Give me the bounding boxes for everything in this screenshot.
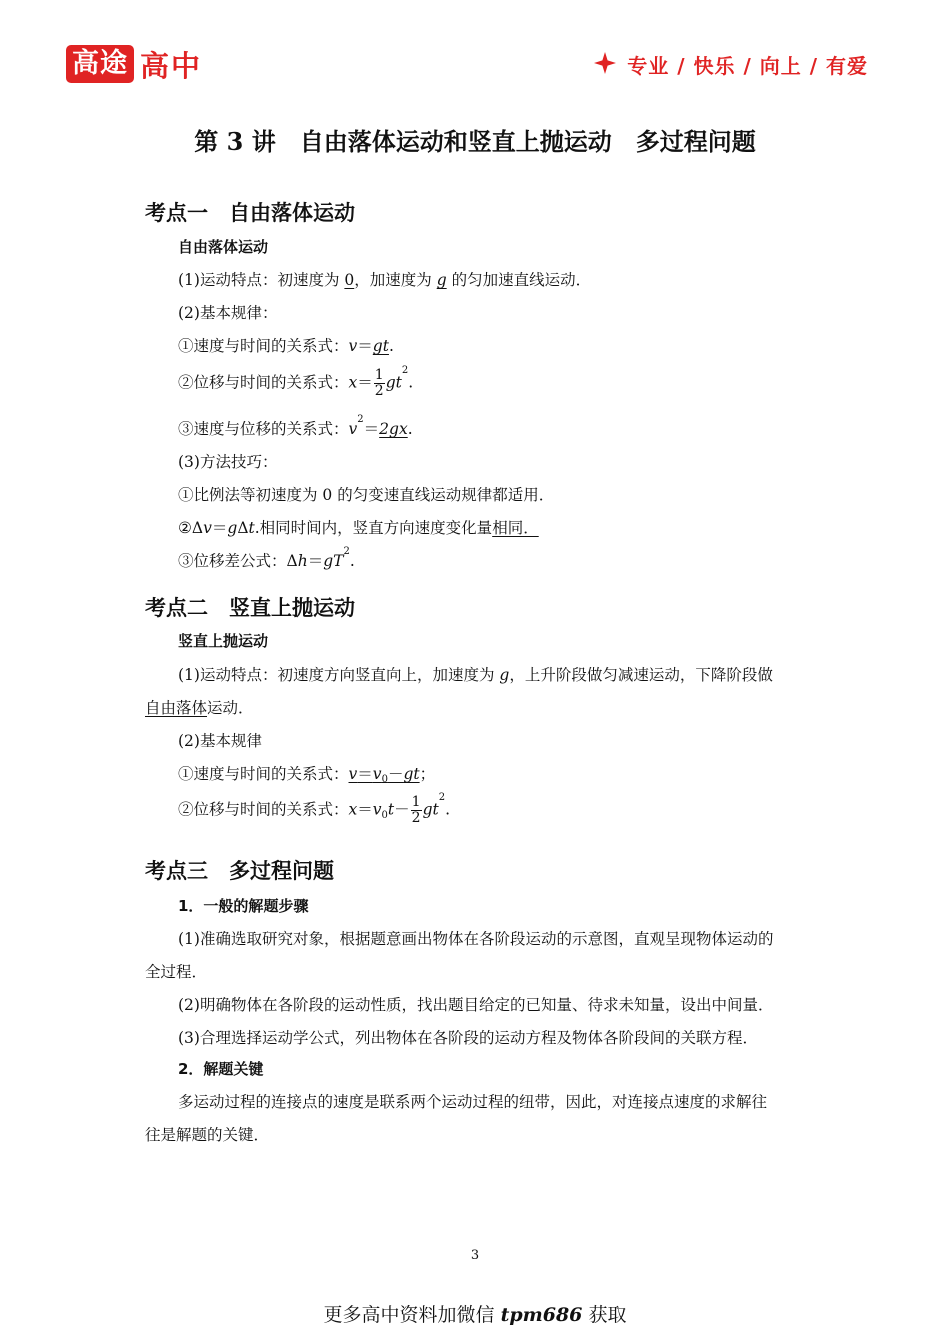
- text-line: [178, 414, 413, 439]
- math-var: v: [372, 800, 382, 819]
- text-line: [178, 546, 355, 571]
- text-span: －: [394, 800, 410, 819]
- underlined-answer: 0: [344, 271, 355, 289]
- text-line: 多运动过程的连接点的速度是联系两个运动过程的纽带，因此，对连接点速度的求解往: [178, 1093, 768, 1111]
- math-var: t: [387, 800, 395, 819]
- fraction: [411, 795, 422, 826]
- section-heading-2: 考点二 竖直上抛运动: [145, 596, 355, 620]
- text-line: (1)准确选取研究对象，根据题意画出物体在各阶段运动的示意图，直观呈现物体运动的: [178, 930, 774, 948]
- text-line: (2)明确物体在各阶段的运动性质，找出题目给定的已知量、待求未知量，设出中间量．: [178, 996, 774, 1014]
- text-span: ③速度与位移的关系式：: [178, 420, 349, 438]
- underlined-answer: 相同．: [492, 519, 539, 537]
- page-title: 第 3 讲 自由落体运动和竖直上抛运动 多过程问题: [194, 127, 756, 156]
- fraction-denominator: 2: [374, 383, 384, 399]
- text-span: ＝: [307, 552, 324, 570]
- text-span: .: [445, 800, 451, 819]
- text-span: ，加速度为: [354, 271, 437, 289]
- superscript: 2: [401, 365, 409, 376]
- superscript: 2: [438, 792, 446, 803]
- text-span: ＝: [357, 800, 373, 819]
- subscript: 0: [381, 809, 388, 821]
- subheading-3-1: 1．一般的解题步骤: [178, 897, 309, 915]
- text-line: (3)方法技巧：: [178, 453, 278, 471]
- text-span: ＝: [211, 519, 228, 537]
- slogan: [593, 50, 868, 79]
- text-line: (3)合理选择运动学公式，列出物体在各阶段的运动方程及物体各阶段间的关联方程．: [178, 1029, 758, 1047]
- text-span: .相同时间内，竖直方向速度变化量: [254, 519, 493, 537]
- text-span: (1)运动特点：初速度方向竖直向上，加速度为: [178, 666, 500, 684]
- math-var: v: [348, 420, 358, 438]
- text-span: ②位移与时间的关系式：: [178, 373, 349, 392]
- text-span: .: [388, 337, 394, 355]
- footer-text: 获取: [582, 1304, 627, 1326]
- text-span: 的匀加速直线运动．: [446, 271, 592, 289]
- text-span: ；: [419, 765, 436, 783]
- math-var: v: [348, 765, 358, 783]
- math-var: gt: [385, 373, 402, 392]
- text-span: ，上升阶段做匀减速运动，下降阶段做: [509, 666, 773, 684]
- text-span: 运动．: [207, 699, 254, 717]
- footer-text: 更多高中资料加微信: [323, 1304, 501, 1326]
- math-var: x: [348, 373, 358, 392]
- text-line: 全过程．: [145, 963, 208, 981]
- text-span: ②位移与时间的关系式：: [178, 800, 349, 819]
- text-span: .: [407, 420, 413, 438]
- brand-logo: [66, 45, 202, 83]
- section-heading-1: 考点一 自由落体运动: [145, 201, 355, 225]
- subscript: 0: [381, 774, 388, 785]
- text-span: .: [349, 552, 355, 570]
- four-point-star-icon: [593, 51, 617, 79]
- text-line: [178, 663, 773, 685]
- math-var: gt: [403, 765, 420, 783]
- math-var: g: [227, 519, 238, 537]
- fraction: [374, 368, 385, 399]
- superscript: 2: [343, 546, 350, 557]
- math-var: h: [297, 552, 308, 570]
- text-line: (2)基本规律: [178, 732, 262, 750]
- text-span: Δ: [237, 519, 249, 537]
- text-span: ＝: [357, 337, 373, 355]
- text-span: －: [387, 765, 404, 783]
- text-span: ＝: [357, 765, 373, 783]
- text-line: [178, 792, 451, 826]
- text-line: ①比例法等初速度为 0 的匀变速直线运动规律都适用．: [178, 486, 555, 504]
- math-var: v: [372, 765, 382, 783]
- text-span: ①速度与时间的关系式：: [178, 765, 349, 783]
- superscript: 2: [357, 414, 364, 425]
- text-span: (1)运动特点：初速度为: [178, 271, 345, 289]
- fraction-denominator: 2: [411, 810, 421, 826]
- underlined-answer: gt: [372, 337, 389, 355]
- subheading-1: 自由落体运动: [178, 238, 269, 256]
- text-line: (2)基本规律：: [178, 304, 278, 322]
- underlined-answer: g: [436, 271, 447, 289]
- text-line: [178, 762, 435, 784]
- text-span: ①速度与时间的关系式：: [178, 337, 349, 355]
- text-span: ③位移差公式：Δ: [178, 552, 298, 570]
- logo-text: 高中: [140, 48, 203, 83]
- underlined-answer: 自由落体: [145, 699, 208, 717]
- wechat-id: tpm686: [500, 1304, 583, 1326]
- slogan-text: 专业 / 快乐 / 向上 / 有爱: [627, 54, 868, 78]
- text-line: [178, 516, 539, 538]
- subheading-2: 竖直上抛运动: [178, 632, 269, 650]
- math-var: t: [248, 519, 255, 537]
- text-span: ②Δ: [178, 519, 204, 537]
- text-span: .: [408, 373, 414, 392]
- underlined-answer: 2gx: [379, 420, 408, 438]
- text-line: [178, 365, 414, 399]
- footer-note: [0, 1300, 950, 1327]
- math-var: x: [348, 800, 358, 819]
- text-span: ＝: [363, 420, 380, 438]
- math-var: v: [348, 337, 358, 355]
- text-line: [145, 696, 254, 718]
- math-var: v: [203, 519, 212, 537]
- math-var: g: [499, 666, 510, 684]
- page-number: 3: [470, 1248, 480, 1263]
- logo-box: 高途: [66, 45, 134, 83]
- text-line: [178, 334, 394, 356]
- text-line: 往是解题的关键．: [145, 1126, 270, 1144]
- subheading-3-2: 2．解题关键: [178, 1060, 264, 1078]
- math-var: gt: [422, 800, 439, 819]
- text-span: ＝: [357, 373, 373, 392]
- fraction-numerator: 1: [411, 794, 421, 810]
- text-line: [178, 268, 591, 290]
- section-heading-3: 考点三 多过程问题: [145, 859, 334, 883]
- math-var: gT: [323, 552, 344, 570]
- underlined-answer: [349, 765, 420, 783]
- fraction-numerator: 1: [374, 367, 384, 383]
